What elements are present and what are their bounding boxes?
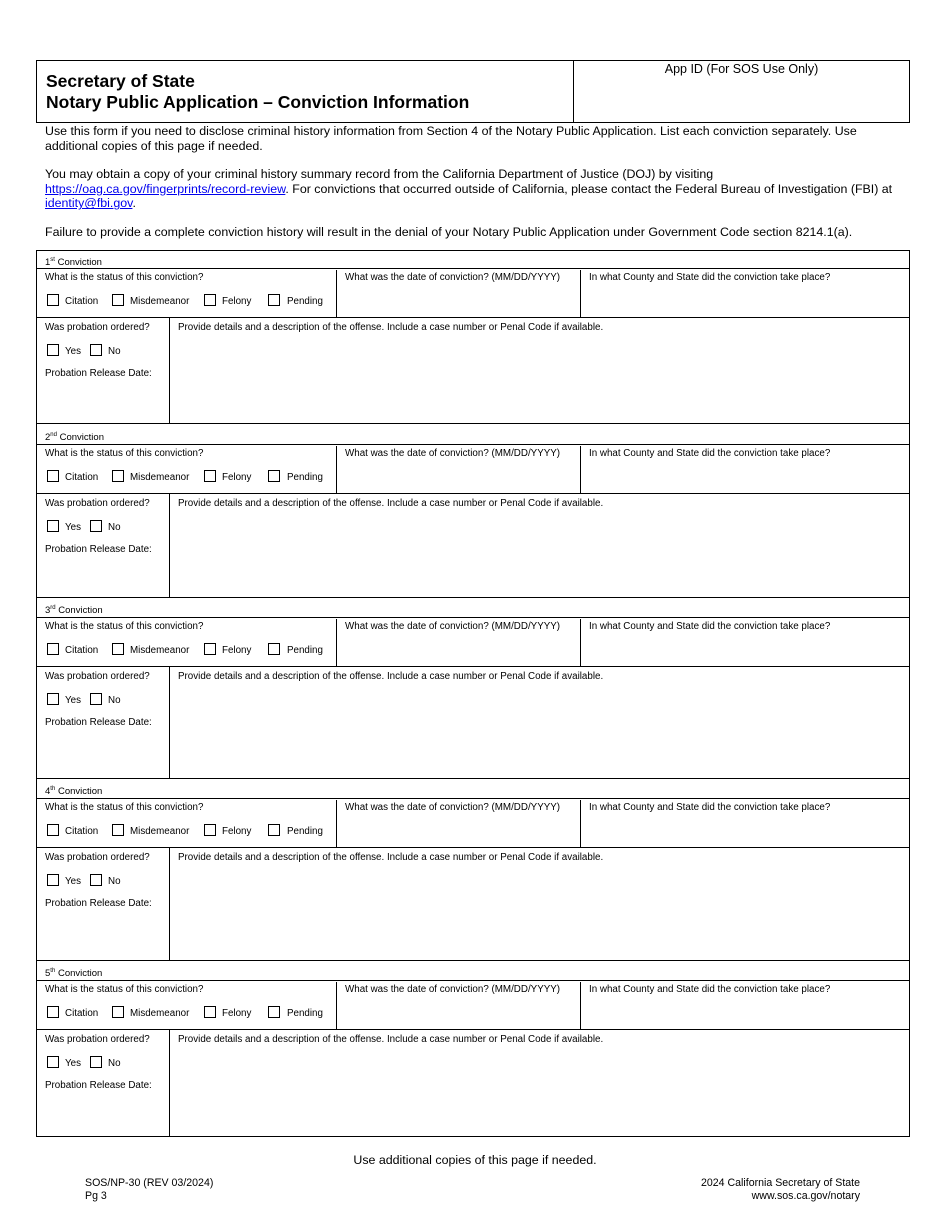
- offense-details-input[interactable]: [171, 336, 907, 421]
- pending-label: Pending: [287, 1008, 323, 1019]
- pending-checkbox[interactable]: [268, 294, 280, 306]
- footer-org: 2024 California Secretary of State: [701, 1177, 860, 1189]
- probation-yes-label: Yes: [65, 1058, 81, 1069]
- misdemeanor-checkbox[interactable]: [112, 643, 124, 655]
- felony-checkbox[interactable]: [204, 1006, 216, 1018]
- divider: [336, 800, 337, 847]
- probation-release-date-label: Probation Release Date:: [45, 898, 152, 909]
- citation-checkbox[interactable]: [47, 294, 59, 306]
- felony-checkbox[interactable]: [204, 470, 216, 482]
- pending-label: Pending: [287, 645, 323, 656]
- conviction-table: [36, 250, 910, 1137]
- divider: [580, 982, 581, 1029]
- county-state-input[interactable]: [582, 998, 907, 1028]
- conviction-number: 4: [45, 786, 51, 798]
- status-question: What is the status of this conviction?: [45, 621, 204, 632]
- felony-label: Felony: [222, 645, 252, 656]
- probation-release-date-label: Probation Release Date:: [45, 1080, 152, 1091]
- county-question: In what County and State did the conviction take place?: [589, 984, 831, 995]
- conviction-details-row: [37, 446, 909, 494]
- conviction-word: Conviction: [59, 432, 104, 444]
- offense-details-input[interactable]: [171, 866, 907, 958]
- conviction-ordinal: nd: [50, 432, 57, 438]
- probation-question: Was probation ordered?: [45, 498, 150, 509]
- divider: [169, 318, 170, 423]
- page-number: Pg 3: [85, 1190, 107, 1202]
- probation-no-checkbox[interactable]: [90, 520, 102, 532]
- probation-release-date-label: Probation Release Date:: [45, 544, 152, 555]
- probation-yes-checkbox[interactable]: [47, 520, 59, 532]
- date-question: What was the date of conviction? (MM/DD/YYYY): [345, 448, 561, 459]
- details-question: Provide details and a description of the offense. Include a case number or Penal Code if available.: [178, 1034, 604, 1045]
- details-question: Provide details and a description of the offense. Include a case number or Penal Code if available.: [178, 852, 604, 863]
- misdemeanor-label: Misdemeanor: [130, 296, 190, 307]
- divider: [169, 667, 170, 778]
- date-input[interactable]: [338, 998, 578, 1028]
- footer-note: Use additional copies of this page if needed.: [353, 1153, 597, 1167]
- misdemeanor-label: Misdemeanor: [130, 472, 190, 483]
- date-input[interactable]: [338, 462, 578, 492]
- probation-yes-label: Yes: [65, 522, 81, 533]
- probation-release-date-label: Probation Release Date:: [45, 717, 152, 728]
- date-question: What was the date of conviction? (MM/DD/YYYY): [345, 272, 561, 283]
- conviction-details-row: [37, 619, 909, 667]
- probation-no-label: No: [108, 1058, 121, 1069]
- pending-checkbox[interactable]: [268, 643, 280, 655]
- offense-details-input[interactable]: [171, 1048, 907, 1135]
- conviction-header: [37, 251, 909, 269]
- probation-question: Was probation ordered?: [45, 1034, 150, 1045]
- misdemeanor-label: Misdemeanor: [130, 826, 190, 837]
- conviction-ordinal: rd: [50, 605, 56, 611]
- misdemeanor-checkbox[interactable]: [112, 1006, 124, 1018]
- instructions-para-2: [45, 167, 905, 211]
- form-id: SOS/NP-30 (REV 03/2024): [85, 1177, 214, 1189]
- conviction-probation-row: [37, 1030, 909, 1137]
- county-state-input[interactable]: [582, 816, 907, 846]
- probation-no-checkbox[interactable]: [90, 344, 102, 356]
- offense-details-input[interactable]: [171, 512, 907, 595]
- conviction-section: [37, 251, 909, 424]
- date-question: What was the date of conviction? (MM/DD/YYYY): [345, 621, 561, 632]
- citation-label: Citation: [65, 826, 99, 837]
- probation-no-checkbox[interactable]: [90, 1056, 102, 1068]
- status-question: What is the status of this conviction?: [45, 448, 204, 459]
- conviction-section: [37, 425, 909, 598]
- conviction-number: 5: [45, 968, 51, 980]
- county-question: In what County and State did the conviction take place?: [589, 272, 831, 283]
- probation-no-checkbox[interactable]: [90, 693, 102, 705]
- conviction-probation-row: [37, 848, 909, 961]
- divider: [580, 800, 581, 847]
- header-titles: [37, 61, 574, 122]
- date-input[interactable]: [338, 816, 578, 846]
- status-question: What is the status of this conviction?: [45, 272, 204, 283]
- citation-checkbox[interactable]: [47, 824, 59, 836]
- probation-no-label: No: [108, 876, 121, 887]
- felony-checkbox[interactable]: [204, 294, 216, 306]
- felony-label: Felony: [222, 296, 252, 307]
- probation-yes-label: Yes: [65, 876, 81, 887]
- instructions-para-1: Use this form if you need to disclose criminal history information from Section 4 of the Notary Public Application. List each conviction separately. Use additional copies of this page if needed.: [45, 124, 857, 153]
- misdemeanor-checkbox[interactable]: [112, 294, 124, 306]
- probation-yes-label: Yes: [65, 346, 81, 357]
- date-question: What was the date of conviction? (MM/DD/YYYY): [345, 802, 561, 813]
- felony-checkbox[interactable]: [204, 824, 216, 836]
- probation-yes-checkbox[interactable]: [47, 693, 59, 705]
- misdemeanor-checkbox[interactable]: [112, 470, 124, 482]
- probation-yes-checkbox[interactable]: [47, 344, 59, 356]
- conviction-details-row: [37, 982, 909, 1030]
- pending-label: Pending: [287, 472, 323, 483]
- conviction-ordinal: th: [50, 786, 56, 792]
- conviction-section: [37, 598, 909, 779]
- conviction-header: [37, 425, 909, 445]
- conviction-word: Conviction: [57, 786, 103, 798]
- instructions-para-3: Failure to provide a complete conviction history will result in the denial of your Notary Public Application under Government Code section 8214.1(a).: [45, 224, 853, 239]
- app-id-field[interactable]: [574, 61, 909, 122]
- county-state-input[interactable]: [582, 286, 907, 316]
- probation-no-checkbox[interactable]: [90, 874, 102, 886]
- felony-label: Felony: [222, 472, 252, 483]
- pending-label: Pending: [287, 296, 323, 307]
- divider: [336, 446, 337, 493]
- felony-checkbox[interactable]: [204, 643, 216, 655]
- conviction-section: [37, 961, 909, 1137]
- divider: [169, 1030, 170, 1137]
- county-state-input[interactable]: [582, 635, 907, 665]
- date-input[interactable]: [338, 635, 578, 665]
- probation-question: Was probation ordered?: [45, 671, 150, 682]
- agency-title: Secretary of State: [46, 71, 195, 91]
- doj-text: You may obtain a copy of your criminal history summary record from the California Department of Justice (DOJ) by visiting: [45, 167, 714, 182]
- app-id-label: App ID (For SOS Use Only): [664, 62, 819, 76]
- conviction-probation-row: [37, 494, 909, 598]
- county-state-input[interactable]: [582, 462, 907, 492]
- pending-checkbox[interactable]: [268, 470, 280, 482]
- county-question: In what County and State did the conviction take place?: [589, 621, 831, 632]
- misdemeanor-label: Misdemeanor: [130, 645, 190, 656]
- divider: [336, 982, 337, 1029]
- divider: [336, 270, 337, 317]
- probation-no-label: No: [108, 346, 121, 357]
- divider: [336, 619, 337, 666]
- doj-record-review-link[interactable]: https://oag.ca.gov/fingerprints/record-review: [45, 181, 286, 196]
- probation-yes-checkbox[interactable]: [47, 874, 59, 886]
- conviction-number: 2: [45, 432, 51, 444]
- conviction-header: [37, 598, 909, 618]
- details-question: Provide details and a description of the offense. Include a case number or Penal Code if available.: [178, 498, 604, 509]
- conviction-probation-row: [37, 667, 909, 779]
- footer-url: www.sos.ca.gov/notary: [751, 1190, 860, 1202]
- misdemeanor-label: Misdemeanor: [130, 1008, 190, 1019]
- county-question: In what County and State did the conviction take place?: [589, 448, 831, 459]
- citation-checkbox[interactable]: [47, 1006, 59, 1018]
- conviction-number: 1: [45, 257, 51, 269]
- citation-checkbox[interactable]: [47, 470, 59, 482]
- probation-question: Was probation ordered?: [45, 322, 150, 333]
- status-question: What is the status of this conviction?: [45, 984, 204, 995]
- date-question: What was the date of conviction? (MM/DD/YYYY): [345, 984, 561, 995]
- conviction-ordinal: th: [50, 968, 56, 974]
- form-header: [36, 60, 910, 123]
- conviction-details-row: [37, 270, 909, 318]
- conviction-number: 3: [45, 605, 51, 617]
- felony-label: Felony: [222, 826, 252, 837]
- conviction-word: Conviction: [58, 605, 103, 617]
- divider: [580, 619, 581, 666]
- conviction-word: Conviction: [57, 968, 103, 980]
- conviction-ordinal: st: [50, 257, 55, 263]
- pending-checkbox[interactable]: [268, 1006, 280, 1018]
- citation-checkbox[interactable]: [47, 643, 59, 655]
- offense-details-input[interactable]: [171, 685, 907, 776]
- probation-question: Was probation ordered?: [45, 852, 150, 863]
- divider: [169, 848, 170, 960]
- county-question: In what County and State did the conviction take place?: [589, 802, 831, 813]
- instructions: [45, 124, 905, 240]
- details-question: Provide details and a description of the offense. Include a case number or Penal Code if available.: [178, 322, 604, 333]
- probation-no-label: No: [108, 522, 121, 533]
- citation-label: Citation: [65, 645, 99, 656]
- conviction-header: [37, 779, 909, 799]
- period: .: [132, 196, 136, 211]
- divider: [580, 446, 581, 493]
- citation-label: Citation: [65, 296, 99, 307]
- pending-checkbox[interactable]: [268, 824, 280, 836]
- divider: [169, 494, 170, 597]
- conviction-probation-row: [37, 318, 909, 424]
- pending-label: Pending: [287, 826, 323, 837]
- probation-yes-label: Yes: [65, 695, 81, 706]
- conviction-header: [37, 961, 909, 981]
- conviction-word: Conviction: [57, 257, 102, 269]
- conviction-section: [37, 779, 909, 961]
- misdemeanor-checkbox[interactable]: [112, 824, 124, 836]
- probation-yes-checkbox[interactable]: [47, 1056, 59, 1068]
- date-input[interactable]: [338, 286, 578, 316]
- citation-label: Citation: [65, 472, 99, 483]
- details-question: Provide details and a description of the offense. Include a case number or Penal Code if available.: [178, 671, 604, 682]
- probation-no-label: No: [108, 695, 121, 706]
- fbi-email-link[interactable]: identity@fbi.gov: [45, 196, 133, 211]
- divider: [580, 270, 581, 317]
- status-question: What is the status of this conviction?: [45, 802, 204, 813]
- felony-label: Felony: [222, 1008, 252, 1019]
- form-title: Notary Public Application – Conviction Information: [46, 92, 470, 112]
- citation-label: Citation: [65, 1008, 99, 1019]
- fbi-text: . For convictions that occurred outside of California, please contact the Federal Bureau of Investigation (FBI) at: [285, 181, 893, 196]
- conviction-details-row: [37, 800, 909, 848]
- probation-release-date-label: Probation Release Date:: [45, 368, 152, 379]
